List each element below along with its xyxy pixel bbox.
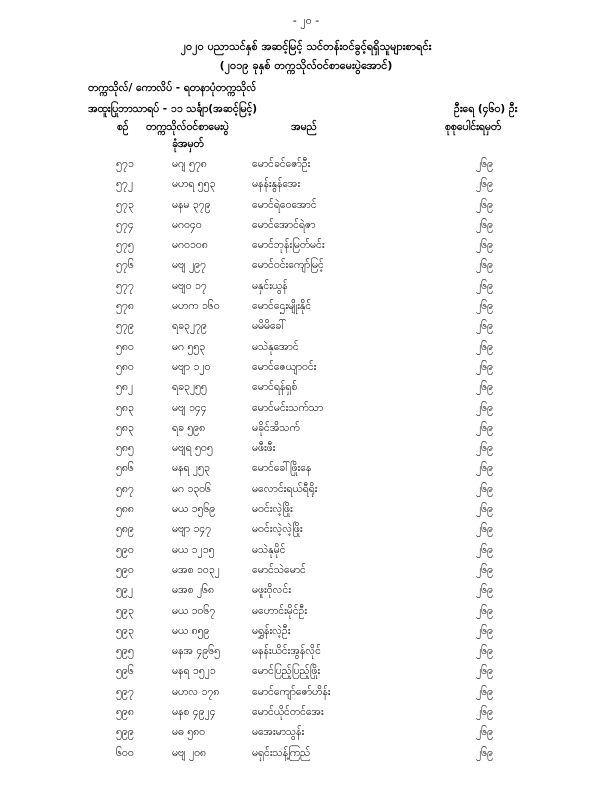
column-header-exam-id: တက္ကသိုလ်ဝင်စာမေးပွဲ (146, 121, 229, 133)
row-number: ၅၉၈ (116, 706, 134, 719)
row-number: ၅၈၅ (116, 442, 134, 455)
exam-id: မဗျရ ၅၀၅ (172, 442, 213, 455)
table-row (0, 156, 612, 176)
column-header-no: စဉ် (117, 121, 129, 133)
total-score: ၂၆၉ (476, 401, 493, 414)
table-row (0, 278, 612, 298)
table-row (0, 521, 612, 541)
student-name: မသဲနုမိုင် (252, 543, 286, 556)
student-name: မောင်ရဲဝေအောင် (252, 198, 317, 211)
total-score: ၂၆၉ (476, 239, 493, 252)
row-number: ၅၉၀ (116, 543, 134, 556)
student-name: မဟောင်းမိုင်ဦး (252, 604, 308, 617)
total-score: ၂၆၉ (476, 360, 493, 373)
total-score: ၂၆၉ (476, 320, 493, 333)
total-score: ၂၆၉ (476, 503, 493, 516)
table-row (0, 643, 612, 663)
results-table (0, 156, 612, 765)
total-score: ၂၆၉ (476, 665, 493, 678)
row-number: ၅၉၉ (116, 726, 134, 739)
exam-id: ရခ၃၂၇၉ (172, 320, 207, 333)
table-row (0, 176, 612, 196)
exam-id: မနစ ၄၉၂၄ (172, 706, 216, 719)
row-number: ၅၇၅ (116, 239, 134, 252)
exam-id: မယ ၁၂၁၅ (172, 543, 215, 556)
student-name: မအေးမာသွန်း (252, 726, 305, 739)
university-line: တက္ကသိုလ်/ ကောလိပ် - ရတနာပုံတက္ကသိုလ် (88, 82, 257, 94)
table-row (0, 684, 612, 704)
student-name: မောင်ပြည့်ပြည့်ဖြိုး (252, 665, 321, 678)
row-number: ၅၉၂ (116, 584, 133, 597)
document-title: ၂၀၂၀ ပညာသင်နှစ် အဆင့်မြင့် သင်တန်းဝင်ခွင့်ရရှိသူများစာရင်း (180, 40, 432, 53)
student-name: မနှင်းယွန် (252, 279, 288, 292)
exam-id: မယ ၈၅၉ (172, 624, 210, 637)
table-row (0, 704, 612, 724)
total-score: ၂၆၉ (476, 178, 493, 191)
table-row (0, 460, 612, 480)
total-score: ၂၆၉ (476, 218, 493, 231)
table-row (0, 542, 612, 562)
table-row (0, 257, 612, 277)
exam-id: မနရ ၁၅၂၁ (172, 665, 216, 678)
table-row (0, 724, 612, 744)
student-name: မဖူးဝိုလင်း (252, 584, 291, 597)
row-number: ၅၉၆ (116, 665, 134, 678)
total-score: ၂၆၉ (476, 198, 493, 211)
total-score: ၂၆၉ (476, 706, 493, 719)
exam-id: မဗျာ ၁၂၀ (172, 360, 211, 373)
row-number: ၅၉၃ (116, 604, 134, 617)
row-number: ၅၇၈ (116, 300, 134, 313)
table-row (0, 745, 612, 765)
row-number: ၅၇၃ (116, 198, 134, 211)
student-name: မရှင်းသန့်ကြည် (252, 746, 311, 759)
exam-id: မဓ ၅၈၀ (172, 726, 206, 739)
total-score: ၂၆၉ (476, 279, 493, 292)
total-score: ၂၆၉ (476, 442, 493, 455)
exam-id: မဟလ ၁၇၈ (172, 685, 220, 698)
student-name: မဖီးဖီး (252, 442, 276, 455)
row-number: ၅၇၁ (116, 158, 134, 170)
row-number: ၅၈၃ (116, 421, 134, 434)
student-name: မောင်ရန်ရှစ် (252, 381, 298, 394)
row-number: ၅၈၈ (116, 503, 134, 516)
total-score: ၂၆၉ (476, 685, 493, 698)
row-number: ၅၈၆ (116, 462, 134, 475)
exam-id: မဂ ၁၃၀၆ (172, 482, 211, 495)
total-score: ၂၆၉ (476, 726, 493, 739)
total-score: ၂၆၉ (476, 421, 493, 434)
total-score: ၂၆၉ (476, 482, 493, 495)
student-name: မောင်ဇေယျာဝင်း (252, 360, 317, 373)
student-name: မောင်သဲမောင် (252, 563, 306, 576)
exam-id: မဗျ ၁၄၄ (172, 401, 207, 414)
table-row (0, 339, 612, 359)
total-score: ၂၆၉ (476, 746, 493, 759)
table-row (0, 663, 612, 683)
total-score: ၂၆၉ (476, 300, 493, 313)
student-name: မောင်ဝင်းကျော်မြင့် (252, 259, 324, 272)
student-name: မနန်းယိင်းအွန်လိုင် (252, 645, 321, 658)
row-number: ၅၇၂ (116, 178, 133, 191)
row-number: ၅၈၃ (116, 401, 134, 414)
table-row (0, 237, 612, 257)
exam-id: မဂျ ၅၇၈ (172, 158, 207, 170)
row-number: ၅၇၉ (116, 320, 134, 333)
table-row (0, 562, 612, 582)
row-number: ၅၈၀ (116, 340, 134, 353)
exam-id: မဗျ ၂၀၈ (172, 746, 207, 759)
total-score: ၂၆၉ (476, 259, 493, 272)
table-row (0, 420, 612, 440)
table-row (0, 440, 612, 460)
total-score: ၂၆၉ (476, 543, 493, 556)
row-number: ၅၈၇ (116, 482, 134, 495)
total-score: ၂၆၉ (476, 645, 493, 658)
exam-id: မနရ ၂၅၃ (172, 462, 210, 475)
row-number: ၅၈၂ (116, 381, 134, 394)
exam-id: မဟက ၁၆၀ (172, 300, 220, 313)
student-name: မဝင်းလဲ့လဲ့ဖြိုး (252, 523, 303, 536)
total-score: ၂၆၉ (476, 563, 493, 576)
exam-id: မဂ ၅၅၃ (172, 340, 206, 353)
table-row (0, 501, 612, 521)
count-label: ဦးရေ (၄၆၀) ဦး (454, 103, 518, 115)
exam-id: မဗျာ ၁၄၇ (172, 523, 212, 536)
exam-id: မဟရ ၅၅၃ (172, 178, 216, 191)
student-name: မရွှန်းလဲ့ဦး (252, 624, 291, 637)
student-name: မောင်ခေါ်ဖြိုးနေ (252, 462, 312, 475)
student-name: မမိမိခေါ် (252, 320, 286, 333)
row-number: ၅၇၄ (116, 218, 134, 231)
subject-line: အထူးပြုဘာသာရပ် - ၁၁ သင်္ချာ(အဆင့်မြင့်) (88, 103, 258, 115)
student-name: မောင်ဘုန်းမြတ်မင်း (252, 239, 325, 252)
row-number: ၅၈၀ (116, 360, 134, 373)
exam-id: ရခ၃၂၅၅ (172, 381, 207, 394)
total-score: ၂၆၉ (476, 584, 493, 597)
total-score: ၂၆၉ (476, 158, 493, 170)
exam-id: မအစ ၂၆၈ (172, 584, 214, 597)
student-name: မောင်မင်းသက်သာ (252, 401, 324, 414)
total-score: ၂၆၉ (476, 340, 493, 353)
student-name: မောင်ခင်ဇော်ဦး (252, 158, 311, 170)
page-number: - ၂၀ - (292, 14, 320, 27)
column-header-name: အမည် (291, 121, 317, 133)
table-row (0, 623, 612, 643)
total-score: ၂၆၉ (476, 381, 493, 394)
total-score: ၂၆၉ (476, 624, 493, 637)
student-name: မခိုင်အိသက် (252, 421, 300, 434)
total-score: ၂၆၉ (476, 462, 493, 475)
exam-id: ရခ ၅၉၈ (172, 421, 206, 434)
row-number: ၅၇၆ (116, 259, 134, 272)
table-row (0, 400, 612, 420)
table-row (0, 481, 612, 501)
student-name: မောင်ဌေးမျိုးနိုင် (252, 300, 312, 313)
document-subtitle: (၂၀၁၉ ခုနှစ် တက္ကသိုလ်ဝင်စာမေးပွဲအောင်) (219, 59, 393, 72)
exam-id: မနအ ၄၉၆၅ (172, 645, 221, 658)
exam-id: မယ ၁၅၆၉ (172, 503, 216, 516)
exam-id: မဂ၀၄၀ (172, 218, 202, 231)
exam-id: မအစ ၁၀၃၂ (172, 563, 220, 576)
student-name: မလောင်းရယ်ရီရိုး (252, 482, 318, 495)
row-number: ၆၀၀ (116, 746, 134, 759)
student-name: မသဲနုအောင် (252, 340, 299, 353)
table-row (0, 359, 612, 379)
student-name: မောင်အောင်ရဲဇာ (252, 218, 316, 231)
table-row (0, 217, 612, 237)
total-score: ၂၆၉ (476, 523, 493, 536)
exam-id: မဗျ ၂၉၇ (172, 259, 206, 272)
student-name: မောင်ကျော်ဇော်ဟိန်း (252, 685, 331, 698)
student-name: မနန်းနွန်အေး (252, 178, 300, 191)
student-name: မဝင်းလဲ့ဖြိုး (252, 503, 293, 516)
table-row (0, 603, 612, 623)
column-header-exam-id-line2: ခုံအမှတ် (172, 138, 204, 150)
row-number: ၅၉၃ (116, 624, 134, 637)
table-row (0, 379, 612, 399)
column-header-score: စုစုပေါင်းရမှတ် (445, 121, 502, 133)
table-row (0, 318, 612, 338)
table-row (0, 197, 612, 217)
row-number: ၅၉၀ (116, 563, 134, 576)
row-number: ၅၉၇ (116, 685, 134, 698)
exam-id: မယ ၁၀၆၇ (172, 604, 216, 617)
total-score: ၂၆၉ (476, 604, 493, 617)
row-number: ၅၈၉ (116, 523, 134, 536)
table-row (0, 582, 612, 602)
row-number: ၅၇၇ (116, 279, 134, 292)
student-name: မောင်ယိုင်တင်အေး (252, 706, 324, 719)
row-number: ၅၉၅ (116, 645, 134, 658)
exam-id: မဗျ၀ ၁၇ (172, 279, 207, 292)
table-row (0, 298, 612, 318)
exam-id: မနမ ၃၇၉ (172, 198, 211, 211)
exam-id: မဂ၀၁၀၈ (172, 239, 208, 252)
